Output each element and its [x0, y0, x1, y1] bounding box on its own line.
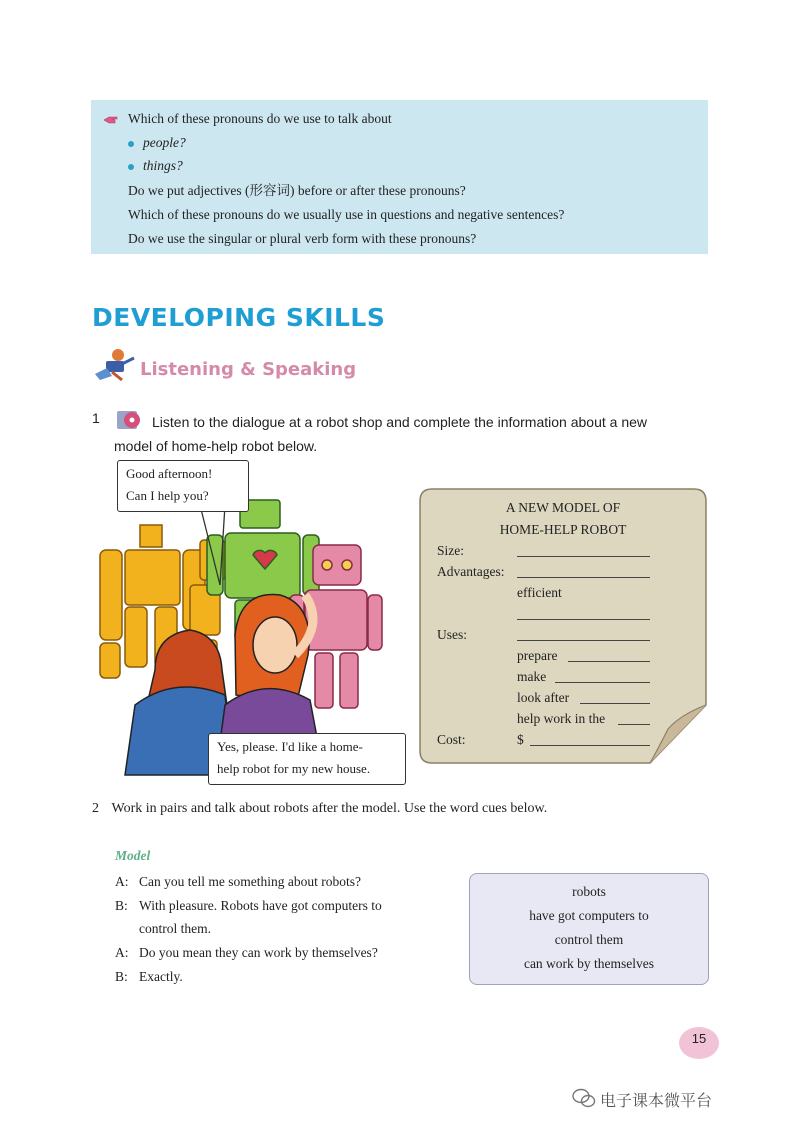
card-cost-dollar: $	[517, 732, 524, 747]
help-work-blank[interactable]	[618, 711, 650, 725]
prepare-blank[interactable]	[568, 648, 650, 662]
bullet-icon	[128, 164, 134, 170]
card-label-uses: Uses:	[437, 627, 467, 642]
question-line: Which of these pronouns do we usually use in questions and negative sentences?	[128, 207, 565, 222]
question-line: Do we put adjectives (形容词) before or after these pronouns?	[128, 183, 466, 198]
bubble-line: Can I help you?	[126, 488, 209, 503]
card-label-cost: Cost:	[437, 732, 466, 747]
listening-cd-icon	[115, 407, 147, 431]
bullet-item: people?	[128, 131, 186, 154]
make-blank[interactable]	[555, 669, 650, 683]
speaking-figure-icon	[92, 346, 138, 382]
card-label-advantages: Advantages:	[437, 564, 505, 579]
cue-item: have got computers to	[529, 908, 649, 923]
bullet-icon	[128, 141, 134, 147]
bullet-item: things?	[128, 154, 183, 177]
question-line: Which of these pronouns do we use to talk about	[128, 111, 392, 126]
exercise-instruction: Work in pairs and talk about robots after the model. Use the word cues below.	[111, 801, 548, 816]
dialogue-line: control them.	[139, 921, 211, 936]
use-blank[interactable]	[517, 627, 650, 641]
note-card	[418, 497, 708, 541]
exercise-2	[92, 801, 547, 817]
card-use-item: make	[517, 669, 547, 684]
page-number: 15	[679, 1027, 719, 1059]
dialogue-line: A: Do you mean they can work by themselves?	[115, 945, 378, 960]
look-after-blank[interactable]	[580, 690, 650, 704]
dialogue-line: A: Can you tell me something about robots?	[115, 874, 361, 889]
model-label: Model	[115, 848, 151, 863]
bubble-line: Yes, please. I'd like a home-	[217, 739, 363, 754]
dialogue-line: B: Exactly.	[115, 969, 183, 984]
card-efficient: efficient	[517, 585, 562, 600]
watermark-text: 电子课本微平台	[600, 1091, 713, 1110]
speech-bubble	[208, 733, 406, 785]
card-use-item: look after	[517, 690, 570, 705]
cue-item: robots	[572, 884, 606, 899]
size-blank[interactable]	[517, 543, 650, 557]
cue-item: control them	[554, 932, 624, 947]
exercise-number: 1	[92, 410, 100, 426]
card-use-item: help work in the	[517, 711, 606, 726]
cue-item: can work by themselves	[523, 956, 655, 971]
exercise-instruction: model of home-help robot below.	[114, 438, 318, 454]
subsection-title: Listening & Speaking	[140, 359, 357, 380]
section-title: DEVELOPING SKILLS	[92, 303, 386, 332]
exercise-instruction: Listen to the dialogue at a robot shop and complete the information about a new	[152, 414, 648, 430]
advantage-blank[interactable]	[517, 564, 650, 578]
card-label-size: Size:	[437, 543, 464, 558]
question-box	[91, 100, 708, 254]
question-line: Do we use the singular or plural verb form with these pronouns?	[128, 231, 477, 246]
cost-blank[interactable]	[530, 732, 650, 746]
dialogue-line: B: With pleasure. Robots have got computers to	[115, 898, 382, 913]
exercise-number: 2	[92, 801, 99, 816]
pointing-hand-icon	[103, 114, 121, 126]
bubble-line: Good afternoon!	[126, 466, 213, 481]
card-title: A NEW MODEL OF HOME-HELP ROBOT	[499, 500, 627, 537]
word-cue-box	[469, 873, 709, 985]
advantage-blank[interactable]	[517, 606, 650, 620]
card-use-item: prepare	[517, 648, 558, 663]
wechat-icon	[572, 1088, 596, 1108]
speech-bubble	[117, 460, 249, 512]
bubble-line: help robot for my new house.	[217, 761, 371, 776]
